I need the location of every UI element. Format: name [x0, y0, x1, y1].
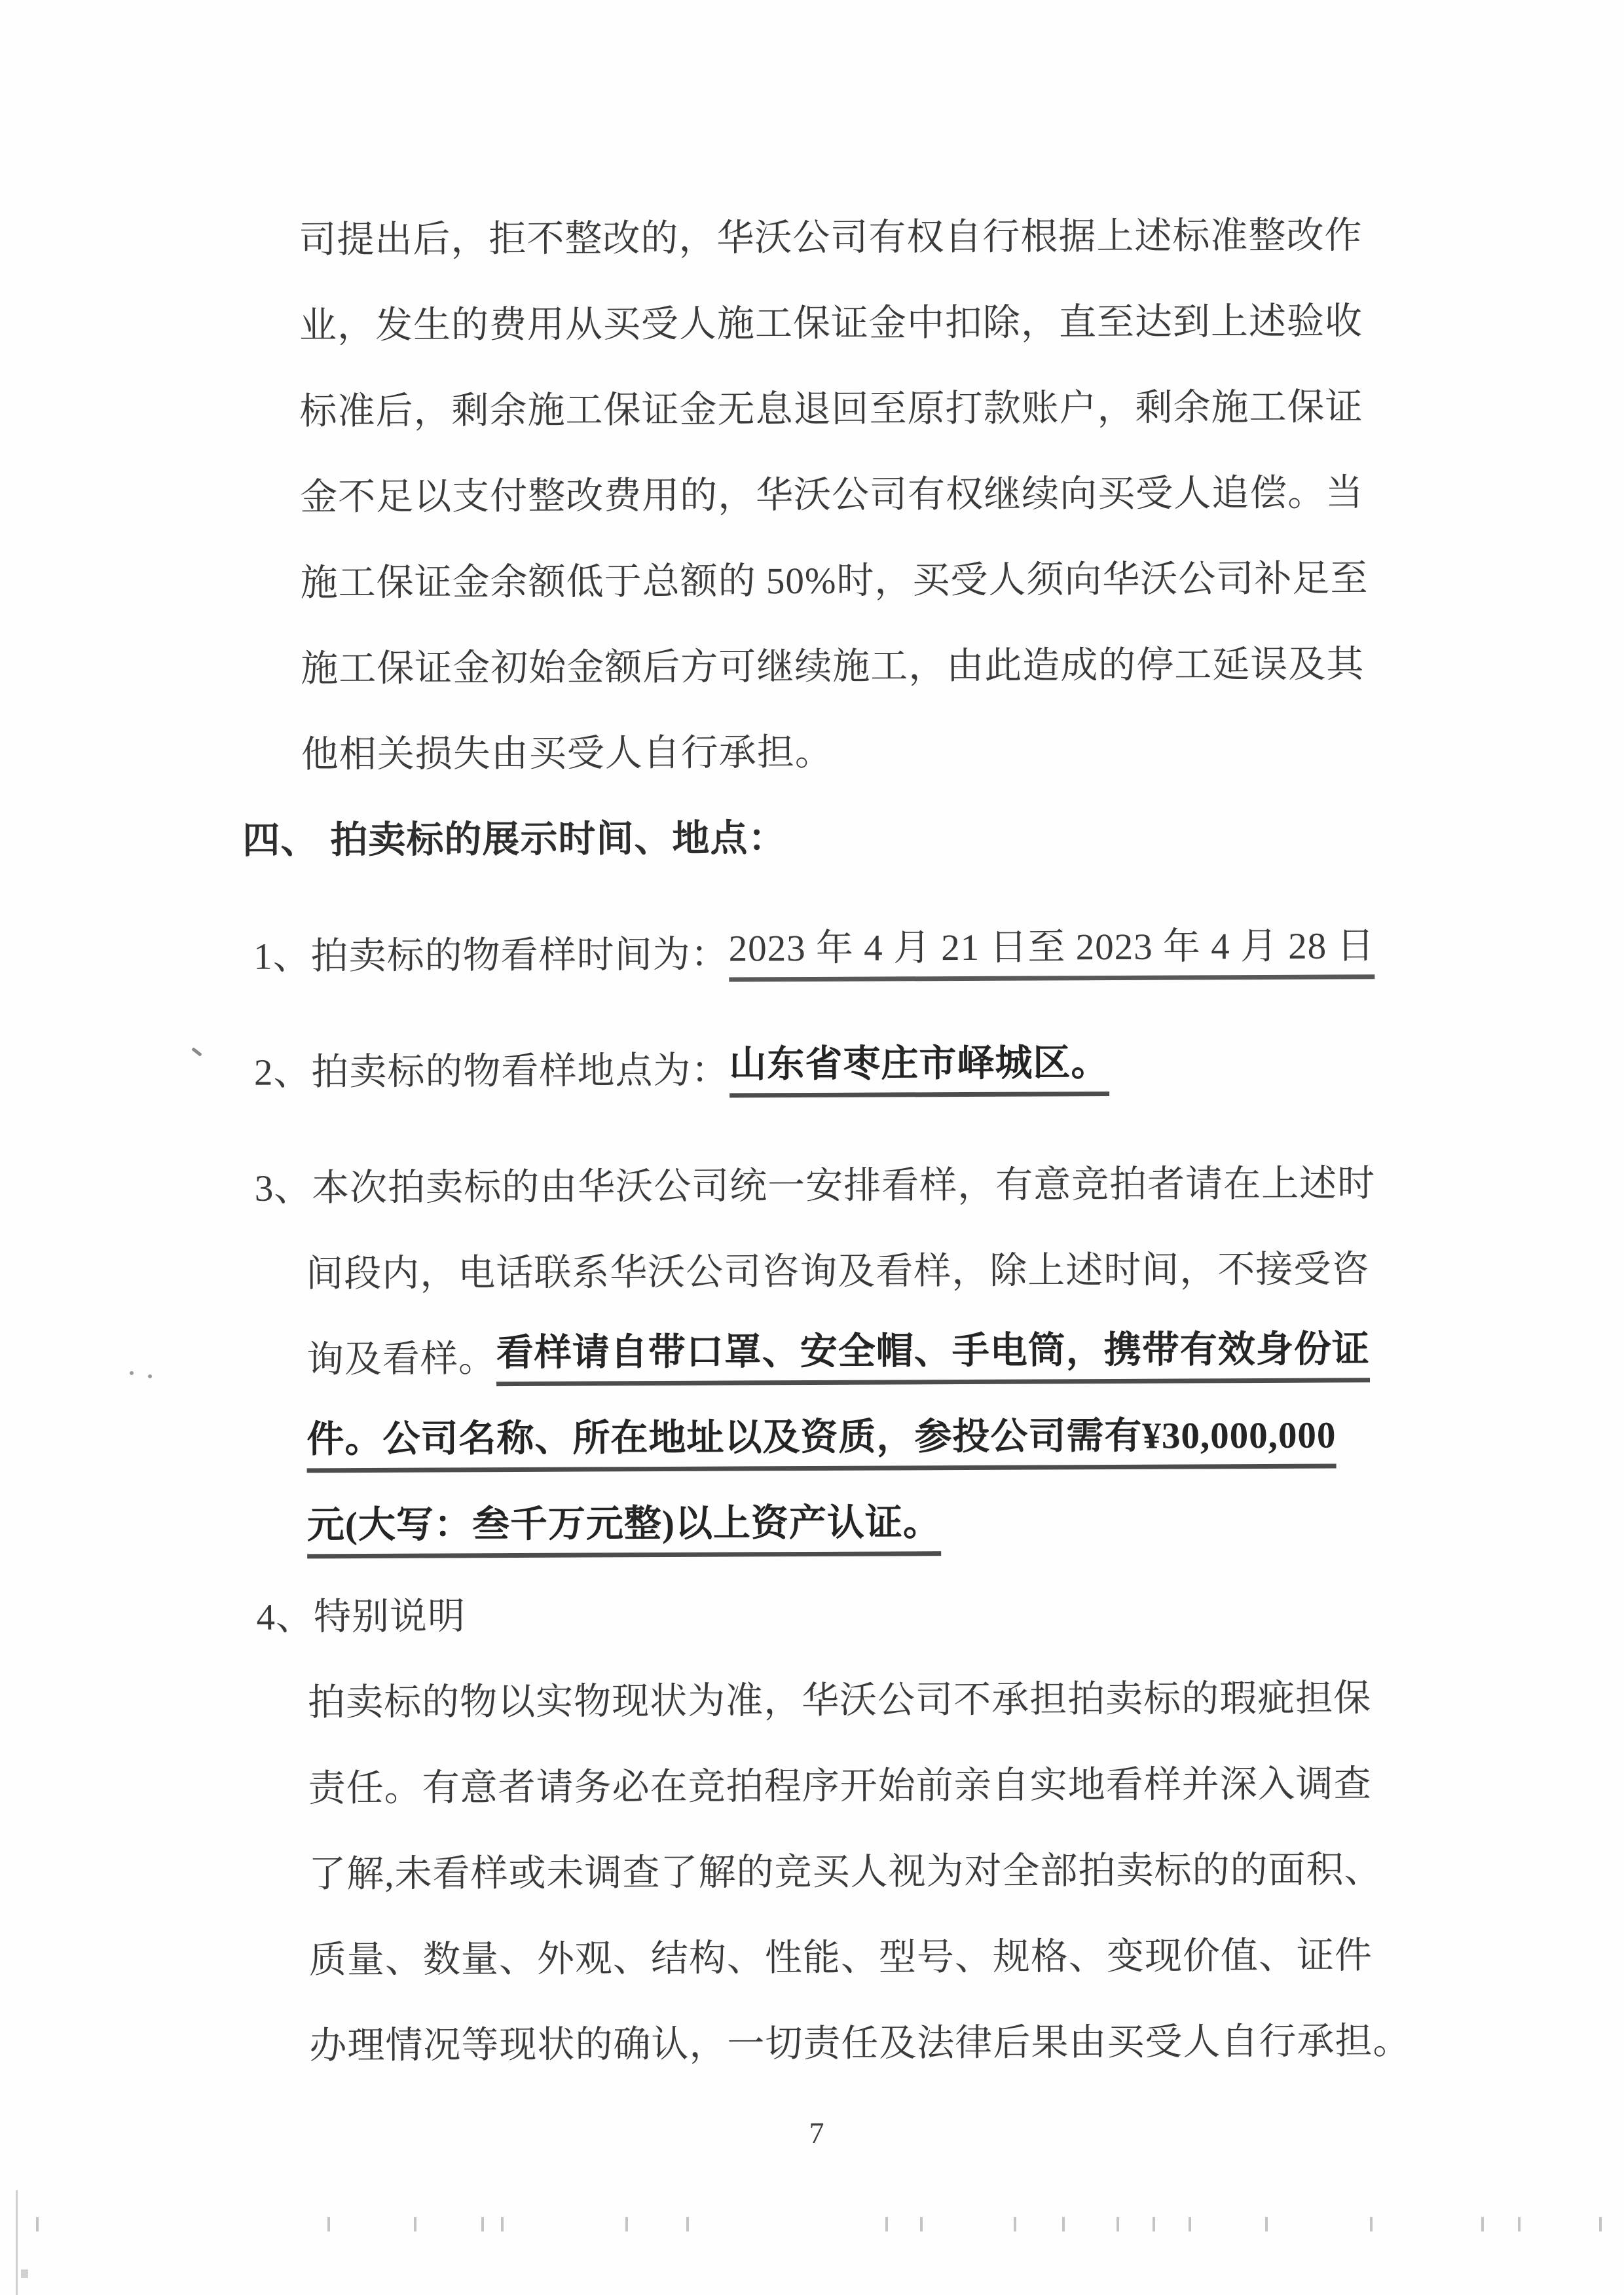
item-number-label: 4、: [256, 1596, 314, 1638]
bold-underlined-text: 件。公司名称、所在地址以及资质，参投公司需有¥30,000,000: [306, 1414, 1336, 1473]
scan-artifact: [501, 2217, 504, 2231]
text-segment: 他相关损失由买受人自行承担。: [301, 731, 833, 776]
text-line-12: [1, 1226, 1624, 1319]
text-line-4: [0, 449, 1621, 542]
scan-artifact: [920, 2217, 923, 2231]
scan-artifact: [1370, 2217, 1373, 2231]
scan-artifact: [1153, 2217, 1155, 2231]
scan-artifact: [481, 2217, 484, 2231]
scan-artifact: [327, 2217, 330, 2231]
text-segment: 标准后，剩余施工保证金无息退回至原打款账户，剩余施工保证: [299, 386, 1363, 433]
scan-artifact: [130, 1371, 134, 1375]
text-line-21: [4, 1998, 1624, 2091]
text-line-6: [0, 621, 1623, 714]
text-line-9: [0, 908, 1623, 1001]
scan-artifact: [1599, 2217, 1602, 2231]
scan-artifact: [36, 2217, 39, 2231]
text-segment: 施工保证金初始金额后方可继续施工，由此造成的停工延误及其: [301, 644, 1365, 690]
scan-artifact: [16, 2190, 18, 2295]
text-segment: 责任。有意者请务必在竞拍程序开始前亲自实地看样并深入调查: [308, 1763, 1372, 1810]
text-line-17: [3, 1655, 1624, 1748]
scan-artifact: [1265, 2217, 1268, 2231]
text-segment: 拍卖标的展示时间、地点：: [330, 817, 786, 861]
scan-artifact: [1062, 2217, 1065, 2231]
text-line-14: [1, 1397, 1624, 1490]
text-segment: 特别说明: [313, 1596, 466, 1638]
text-segment: 询及看样。: [306, 1338, 497, 1381]
document-lines: [0, 192, 1624, 2091]
text-line-16: [2, 1569, 1624, 1662]
text-segment: 办理情况等现状的确认，一切责任及法律后果由买受人自行承担。: [309, 2020, 1411, 2067]
text-line-11: [0, 1140, 1624, 1233]
scan-artifact: [1189, 2217, 1191, 2231]
bold-underlined-text: 看样请自带口罩、安全帽、手电筒，携带有效身份证: [496, 1329, 1370, 1386]
underlined-text: 2023 年 4 月 21 日至 2023 年 4 月 28 日: [729, 925, 1375, 982]
text-line-7: [0, 707, 1623, 799]
text-segment: 金不足以支付整改费用的，华沃公司有权继续向买受人追偿。当: [299, 472, 1364, 519]
text-line-19: [3, 1826, 1624, 1919]
text-line-1: [0, 192, 1621, 285]
scan-artifact: [1014, 2217, 1016, 2231]
scan-artifact: [885, 2217, 888, 2231]
item-number-label: 2、: [253, 1052, 312, 1093]
text-line-10: [0, 1024, 1624, 1117]
scan-artifact: [148, 1374, 152, 1378]
scan-artifact: [21, 2269, 28, 2278]
section-heading: [0, 792, 1623, 885]
text-segment: 施工保证金余额低于总额的 50%时，买受人须向华沃公司补足至: [300, 558, 1369, 604]
heading-label: 四、: [242, 820, 319, 862]
scan-artifact: [686, 2217, 689, 2231]
page-number: 7: [809, 2116, 824, 2150]
text-line-3: [0, 363, 1621, 456]
text-line-20: [4, 1912, 1624, 2005]
text-segment: 质量、数量、外观、结构、性能、型号、规格、变现价值、证件: [308, 1934, 1373, 1981]
scan-artifact: [1116, 2217, 1119, 2231]
text-segment: 了解,未看样或未调查了解的竞买人视为对全部拍卖标的的面积、: [308, 1848, 1382, 1896]
scan-artifact: [1481, 2217, 1484, 2231]
bold-underlined-text: 元(大写：叁千万元整)以上资产认证。: [307, 1501, 941, 1558]
scan-artifact: [1518, 2217, 1521, 2231]
scan-artifact: [625, 2217, 628, 2231]
text-line-5: [0, 535, 1622, 628]
text-line-13: [1, 1312, 1624, 1405]
text-line-18: [3, 1740, 1624, 1833]
text-segment: 拍卖标的物看样地点为：: [311, 1050, 729, 1093]
item-number-label: 3、: [254, 1167, 312, 1209]
item-number-label: 1、: [253, 936, 311, 978]
text-segment: 业，发生的费用从买受人施工保证金中扣除，直至达到上述验收: [299, 301, 1363, 347]
scan-artifact: [414, 2217, 416, 2231]
text-line-2: [0, 278, 1621, 371]
bold-underlined-text: 山东省枣庄市峄城区。: [729, 1042, 1109, 1097]
text-line-15: [2, 1483, 1624, 1576]
text-segment: 司提出后，拒不整改的，华沃公司有权自行根据上述标准整改作: [299, 215, 1363, 261]
text-segment: 本次拍卖标的由华沃公司统一安排看样，有意竞拍者请在上述时: [312, 1162, 1376, 1209]
text-segment: 拍卖标的物看样时间为：: [310, 934, 729, 978]
text-segment: 间段内，电话联系华沃公司咨询及看样，除上述时间，不接受咨: [306, 1249, 1370, 1295]
text-segment: 拍卖标的物以实物现状为准，华沃公司不承担拍卖标的瑕疵担保: [308, 1678, 1372, 1724]
